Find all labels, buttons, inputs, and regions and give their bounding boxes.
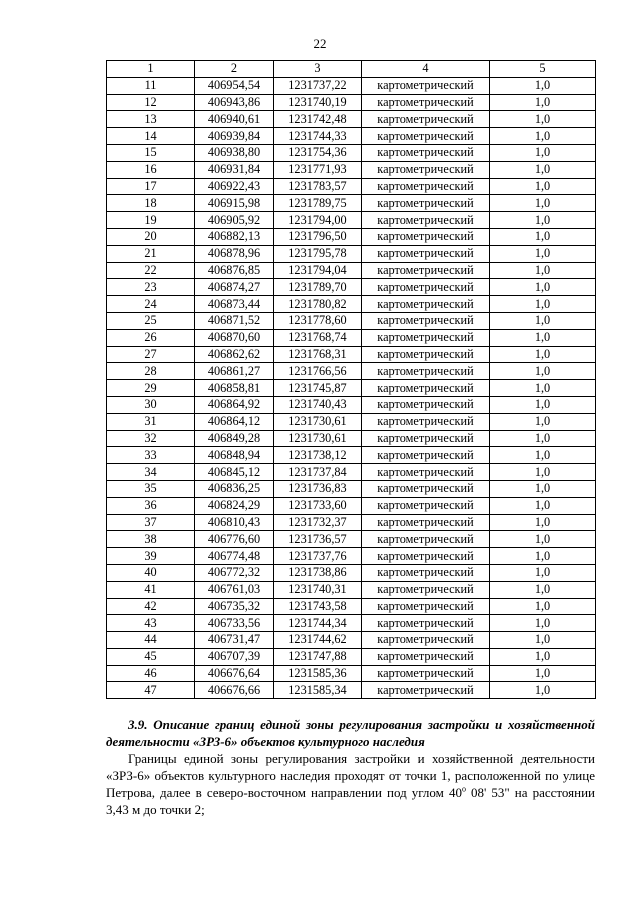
table-cell: 37 — [107, 514, 195, 531]
table-cell: 1231740,43 — [274, 396, 362, 413]
table-cell: 406676,64 — [195, 665, 274, 682]
table-cell: 1231740,31 — [274, 581, 362, 598]
table-cell: картометрический — [362, 514, 490, 531]
table-cell: 1,0 — [490, 581, 596, 598]
table-cell: картометрический — [362, 329, 490, 346]
table-cell: 406774,48 — [195, 548, 274, 565]
table-cell: 32 — [107, 430, 195, 447]
table-cell: 1,0 — [490, 346, 596, 363]
table-cell: картометрический — [362, 480, 490, 497]
table-cell: 406870,60 — [195, 329, 274, 346]
table-row — [107, 665, 596, 682]
table-cell: картометрический — [362, 464, 490, 481]
table-cell: 19 — [107, 212, 195, 229]
table-cell: 406772,32 — [195, 564, 274, 581]
table-cell: 1,0 — [490, 94, 596, 111]
table-cell: 1231745,87 — [274, 380, 362, 397]
table-cell: 1,0 — [490, 413, 596, 430]
table-cell: 1231768,74 — [274, 329, 362, 346]
table-cell: 1231743,58 — [274, 598, 362, 615]
table-cell: картометрический — [362, 245, 490, 262]
table-cell: 1231730,61 — [274, 430, 362, 447]
table-row — [107, 178, 596, 195]
table-row — [107, 262, 596, 279]
table-cell: 45 — [107, 648, 195, 665]
table-cell: картометрический — [362, 128, 490, 145]
table-cell: 406939,84 — [195, 128, 274, 145]
table-row — [107, 464, 596, 481]
table-cell: картометрический — [362, 396, 490, 413]
table-cell: 15 — [107, 144, 195, 161]
table-cell: картометрический — [362, 178, 490, 195]
table-cell: 406836,25 — [195, 480, 274, 497]
table-header-row — [107, 61, 596, 78]
table-row — [107, 363, 596, 380]
table-cell: 21 — [107, 245, 195, 262]
table-row — [107, 161, 596, 178]
table-row — [107, 430, 596, 447]
table-row — [107, 447, 596, 464]
table-row — [107, 245, 596, 262]
table-cell: 406735,32 — [195, 598, 274, 615]
table-cell: 1,0 — [490, 111, 596, 128]
table-row — [107, 497, 596, 514]
table-cell: 1,0 — [490, 564, 596, 581]
table-cell: 23 — [107, 279, 195, 296]
table-row — [107, 632, 596, 649]
table-cell: 1,0 — [490, 464, 596, 481]
table-cell: 406761,03 — [195, 581, 274, 598]
table-cell: 1231738,86 — [274, 564, 362, 581]
table-cell: 1,0 — [490, 514, 596, 531]
table-cell: 1231740,19 — [274, 94, 362, 111]
table-cell: 1231744,33 — [274, 128, 362, 145]
table-cell: 1231744,34 — [274, 615, 362, 632]
table-cell: 1,0 — [490, 312, 596, 329]
table-cell: 1,0 — [490, 648, 596, 665]
table-cell: 406922,43 — [195, 178, 274, 195]
table-cell: 1231795,78 — [274, 245, 362, 262]
table-cell: 24 — [107, 296, 195, 313]
table-cell: 1,0 — [490, 447, 596, 464]
table-cell: картометрический — [362, 447, 490, 464]
table-cell: картометрический — [362, 531, 490, 548]
table-cell: картометрический — [362, 296, 490, 313]
table-cell: 1,0 — [490, 665, 596, 682]
table-cell: 31 — [107, 413, 195, 430]
table-cell: 1231736,83 — [274, 480, 362, 497]
table-cell: картометрический — [362, 413, 490, 430]
table-cell: 1231794,00 — [274, 212, 362, 229]
table-cell: 46 — [107, 665, 195, 682]
table-cell: картометрический — [362, 346, 490, 363]
table-cell: 30 — [107, 396, 195, 413]
table-cell: 1,0 — [490, 212, 596, 229]
table-cell: 1,0 — [490, 296, 596, 313]
table-cell: 1231737,84 — [274, 464, 362, 481]
table-row — [107, 480, 596, 497]
table-cell: 16 — [107, 161, 195, 178]
table-cell: 406810,43 — [195, 514, 274, 531]
paragraph-text-start: Границы единой зоны регулирования застройки и хозяйственной деятельности «ЗРЗ-6» объектов культурного наследия проходят от точки 1, расположенной по улице Петрова, далее в северо-восточном направлении под углом 40 — [106, 751, 595, 800]
table-cell: 1,0 — [490, 279, 596, 296]
table-cell: 26 — [107, 329, 195, 346]
table-row — [107, 212, 596, 229]
table-cell: 1231747,88 — [274, 648, 362, 665]
table-cell: 1231780,82 — [274, 296, 362, 313]
table-row — [107, 615, 596, 632]
page-number: 22 — [313, 36, 327, 51]
table-cell: картометрический — [362, 682, 490, 699]
table-cell: 1,0 — [490, 632, 596, 649]
table-row — [107, 380, 596, 397]
table-cell: 406733,56 — [195, 615, 274, 632]
table-cell: 1231771,93 — [274, 161, 362, 178]
table-row — [107, 531, 596, 548]
paragraph-text-end: 08' 53" на расстоянии 3,43 м до точки 2; — [106, 785, 595, 817]
table-row — [107, 111, 596, 128]
table-cell: 1,0 — [490, 497, 596, 514]
table-cell: 35 — [107, 480, 195, 497]
table-cell: 38 — [107, 531, 195, 548]
table-cell: 406938,80 — [195, 144, 274, 161]
table-cell: картометрический — [362, 615, 490, 632]
table-cell: 36 — [107, 497, 195, 514]
column-header: 4 — [362, 61, 490, 78]
table-cell: 1231736,57 — [274, 531, 362, 548]
section-paragraph — [106, 750, 595, 818]
table-cell: картометрический — [362, 195, 490, 212]
table-row — [107, 346, 596, 363]
table-body — [107, 77, 596, 698]
table-cell: 1231742,48 — [274, 111, 362, 128]
table-cell: 22 — [107, 262, 195, 279]
table-cell: 12 — [107, 94, 195, 111]
table-cell: 1,0 — [490, 396, 596, 413]
table-cell: картометрический — [362, 312, 490, 329]
table-cell: 406871,52 — [195, 312, 274, 329]
table-row — [107, 548, 596, 565]
table-cell: 39 — [107, 548, 195, 565]
table-cell: 1231738,12 — [274, 447, 362, 464]
table-cell: картометрический — [362, 262, 490, 279]
table-cell: 1,0 — [490, 480, 596, 497]
table-cell: 1231794,04 — [274, 262, 362, 279]
table-cell: 29 — [107, 380, 195, 397]
table-cell: 1231737,76 — [274, 548, 362, 565]
table-cell: 1231732,37 — [274, 514, 362, 531]
table-cell: картометрический — [362, 632, 490, 649]
table-cell: картометрический — [362, 380, 490, 397]
table-cell: 1,0 — [490, 128, 596, 145]
table-row — [107, 77, 596, 94]
table-cell: 1231796,50 — [274, 228, 362, 245]
table-cell: 18 — [107, 195, 195, 212]
table-cell: 406943,86 — [195, 94, 274, 111]
table-cell: 406861,27 — [195, 363, 274, 380]
table-cell: картометрический — [362, 77, 490, 94]
table-cell: 1,0 — [490, 380, 596, 397]
table-cell: картометрический — [362, 548, 490, 565]
table-cell: 1231730,61 — [274, 413, 362, 430]
table-cell: 1,0 — [490, 195, 596, 212]
table-cell: 406862,62 — [195, 346, 274, 363]
table-cell: 1,0 — [490, 262, 596, 279]
table-cell: 1,0 — [490, 430, 596, 447]
table-cell: 406954,54 — [195, 77, 274, 94]
table-cell: 1231789,70 — [274, 279, 362, 296]
table-cell: 1,0 — [490, 329, 596, 346]
table-cell: картометрический — [362, 564, 490, 581]
table-cell: картометрический — [362, 144, 490, 161]
table-cell: 33 — [107, 447, 195, 464]
table-cell: 1231744,62 — [274, 632, 362, 649]
table-cell: 11 — [107, 77, 195, 94]
table-row — [107, 195, 596, 212]
table-cell: 13 — [107, 111, 195, 128]
table-cell: 406940,61 — [195, 111, 274, 128]
table-cell: 1,0 — [490, 228, 596, 245]
table-cell: картометрический — [362, 212, 490, 229]
table-cell: 41 — [107, 581, 195, 598]
table-row — [107, 564, 596, 581]
table-cell: 1,0 — [490, 161, 596, 178]
table-cell: 406905,92 — [195, 212, 274, 229]
table-cell: 406878,96 — [195, 245, 274, 262]
table-cell: 47 — [107, 682, 195, 699]
table-cell: картометрический — [362, 279, 490, 296]
table-cell: 1231585,36 — [274, 665, 362, 682]
column-header: 3 — [274, 61, 362, 78]
table-cell: 406676,66 — [195, 682, 274, 699]
table-cell: 1,0 — [490, 245, 596, 262]
table-cell: 1231737,22 — [274, 77, 362, 94]
table-cell: 1,0 — [490, 363, 596, 380]
table-cell: 42 — [107, 598, 195, 615]
table-row — [107, 128, 596, 145]
table-cell: картометрический — [362, 430, 490, 447]
table-cell: 25 — [107, 312, 195, 329]
table-cell: 20 — [107, 228, 195, 245]
table-row — [107, 228, 596, 245]
table-cell: картометрический — [362, 363, 490, 380]
table-cell: 1,0 — [490, 77, 596, 94]
degree-mark: o — [461, 784, 466, 794]
table-cell: картометрический — [362, 665, 490, 682]
table-cell: 406874,27 — [195, 279, 274, 296]
table-cell: картометрический — [362, 648, 490, 665]
table-cell: 1,0 — [490, 615, 596, 632]
table-cell: 1,0 — [490, 682, 596, 699]
table-cell: 17 — [107, 178, 195, 195]
table-row — [107, 144, 596, 161]
table-cell: картометрический — [362, 598, 490, 615]
table-cell: 406849,28 — [195, 430, 274, 447]
table-cell: картометрический — [362, 94, 490, 111]
table-cell: 406931,84 — [195, 161, 274, 178]
table-row — [107, 514, 596, 531]
table-cell: 27 — [107, 346, 195, 363]
column-header: 5 — [490, 61, 596, 78]
table-cell: 43 — [107, 615, 195, 632]
table-row — [107, 279, 596, 296]
table-cell: 1231754,36 — [274, 144, 362, 161]
table-cell: 406873,44 — [195, 296, 274, 313]
table-cell: 1231768,31 — [274, 346, 362, 363]
table-cell: 1,0 — [490, 598, 596, 615]
table-cell: 1231585,34 — [274, 682, 362, 699]
table-cell: картометрический — [362, 497, 490, 514]
table-cell: 406824,29 — [195, 497, 274, 514]
table-cell: 406848,94 — [195, 447, 274, 464]
table-cell: 1,0 — [490, 144, 596, 161]
table-cell: картометрический — [362, 228, 490, 245]
table-cell: 406882,13 — [195, 228, 274, 245]
table-cell: 406915,98 — [195, 195, 274, 212]
table-row — [107, 312, 596, 329]
table-cell: 1,0 — [490, 531, 596, 548]
table-cell: 1231733,60 — [274, 497, 362, 514]
table-row — [107, 581, 596, 598]
table-row — [107, 396, 596, 413]
table-row — [107, 329, 596, 346]
table-cell: 406864,92 — [195, 396, 274, 413]
table-cell: 406858,81 — [195, 380, 274, 397]
table-cell: 406776,60 — [195, 531, 274, 548]
table-cell: картометрический — [362, 111, 490, 128]
table-cell: 40 — [107, 564, 195, 581]
table-cell: 1231766,56 — [274, 363, 362, 380]
table-row — [107, 598, 596, 615]
column-header: 1 — [107, 61, 195, 78]
table-cell: 28 — [107, 363, 195, 380]
table-cell: 406731,47 — [195, 632, 274, 649]
table-row — [107, 682, 596, 699]
table-cell: 44 — [107, 632, 195, 649]
table-row — [107, 296, 596, 313]
table-cell: 406707,39 — [195, 648, 274, 665]
table-cell: картометрический — [362, 161, 490, 178]
column-header: 2 — [195, 61, 274, 78]
table-cell: 1231778,60 — [274, 312, 362, 329]
table-cell: 406876,85 — [195, 262, 274, 279]
table-cell: картометрический — [362, 581, 490, 598]
table-row — [107, 94, 596, 111]
table-cell: 1,0 — [490, 548, 596, 565]
coordinates-table — [106, 60, 596, 699]
table-cell: 1231789,75 — [274, 195, 362, 212]
table-row — [107, 648, 596, 665]
table-row — [107, 413, 596, 430]
table-cell: 406864,12 — [195, 413, 274, 430]
section-heading: 3.9. Описание границ единой зоны регулирования застройки и хозяйственной деятельности «ЗРЗ-6» объектов культурного наследия — [106, 717, 595, 749]
table-cell: 1231783,57 — [274, 178, 362, 195]
table-cell: 34 — [107, 464, 195, 481]
table-cell: 406845,12 — [195, 464, 274, 481]
table-cell: 14 — [107, 128, 195, 145]
table-cell: 1,0 — [490, 178, 596, 195]
